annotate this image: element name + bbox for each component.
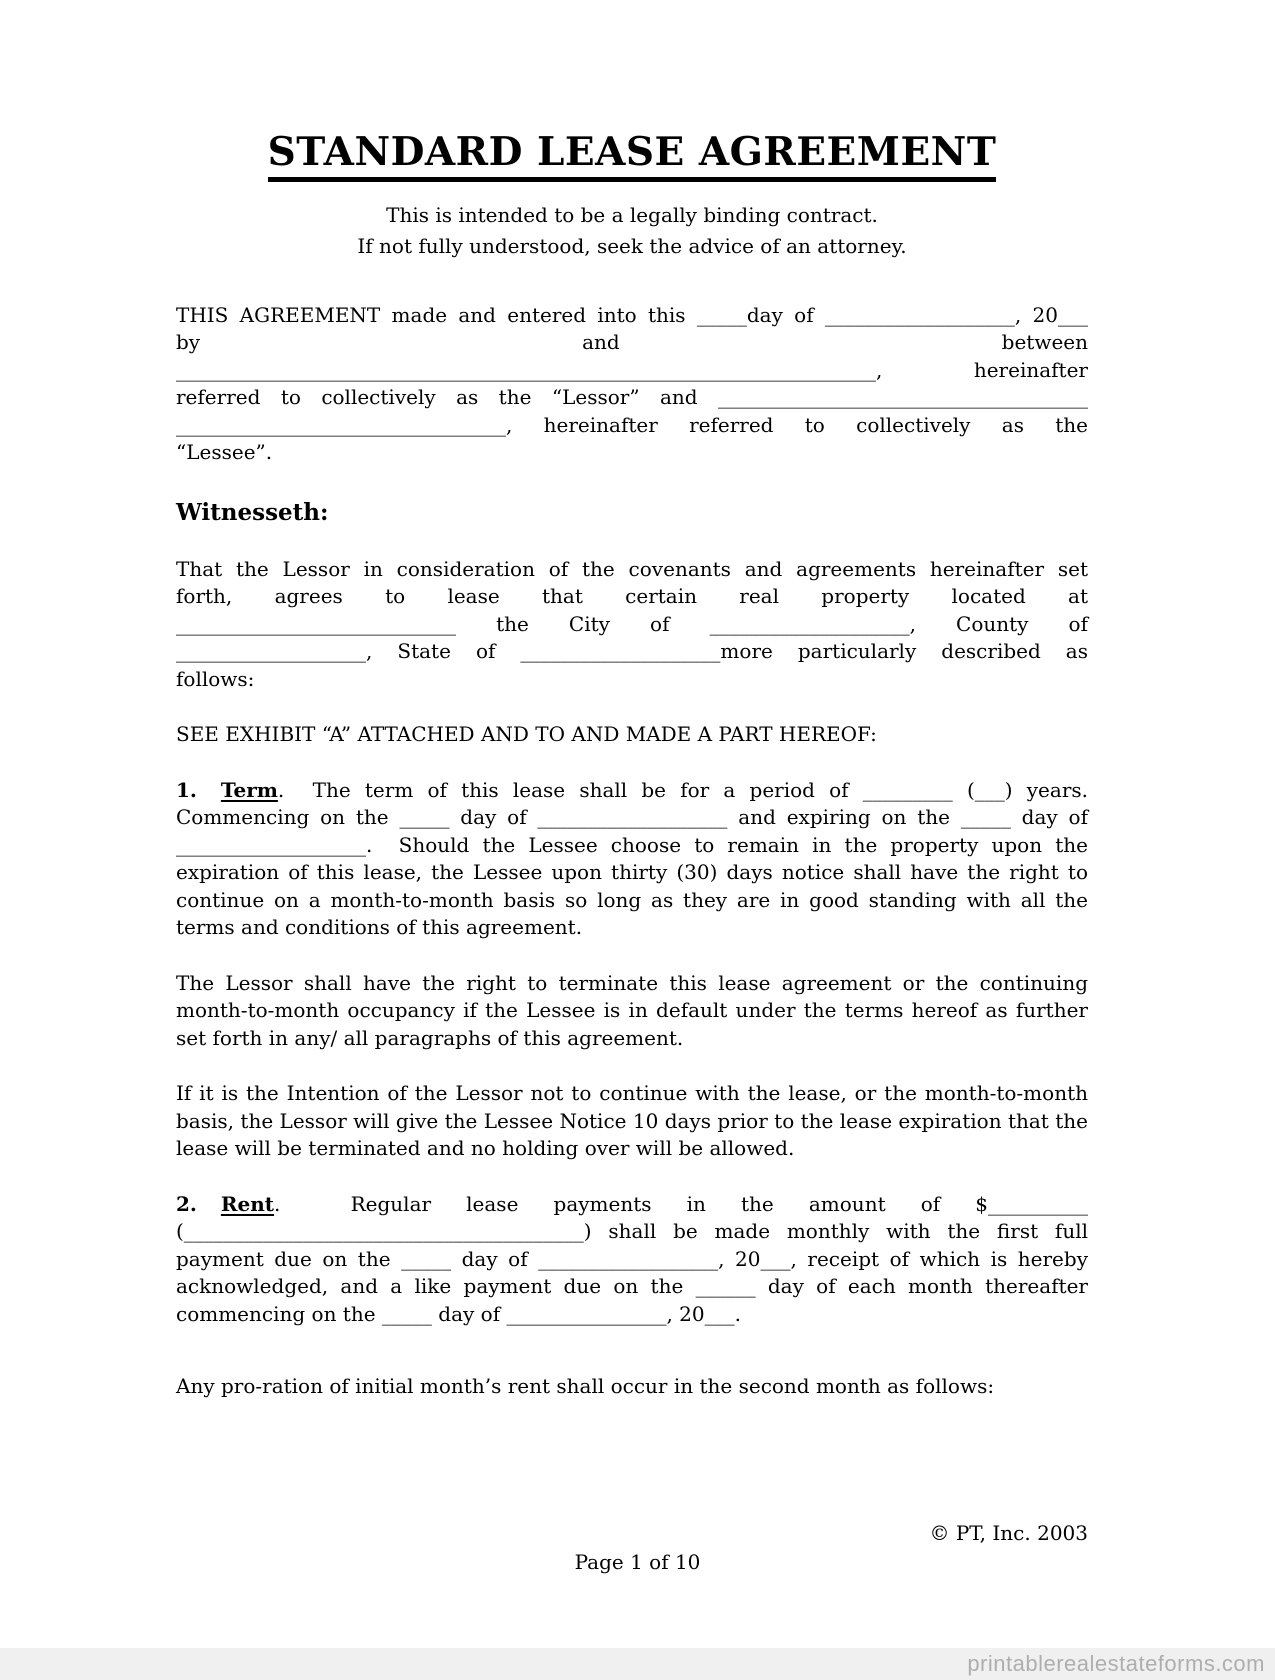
text-line: by and between	[176, 330, 1088, 355]
proration-paragraph: Any pro-ration of initial month’s rent shall occur in the second month as follows:	[176, 1374, 995, 1399]
consideration-paragraph	[176, 556, 1088, 694]
page-number: Page 1 of 10	[574, 1550, 701, 1574]
exhibit-line: SEE EXHIBIT “A” ATTACHED AND TO AND MADE A PART HEREOF:	[176, 722, 877, 747]
document-title-wrap	[176, 130, 1088, 182]
intention-paragraph: If it is the Intention of the Lessor not to continue with the lease, or the month-to-month basis, the Lessor will give the Lessee Notice 10 days prior to the lease expiration that the lease will be terminated and no holding over will be allowed.	[176, 1081, 1088, 1161]
terminate-paragraph: The Lessor shall have the right to terminate this lease agreement or the continuing month-to-month occupancy if the Lessee is in default under the terms hereof as further set forth in any/ all paragraphs of this agreement.	[176, 970, 1088, 1050]
text-line: follows:	[176, 666, 255, 691]
rent-section	[176, 1191, 1088, 1329]
text-line: ___________________, State of ____________________more particularly described as	[176, 639, 1088, 664]
rent-section-label: Rent	[220, 1191, 275, 1216]
rent-section-body: . Regular lease payments in the amount of $__________ (________________________________________) shall be made monthly with the first full payment due on the _____ day of __________________, 20___, receipt of which is hereby acknowledged, and a like payment due on the ______ day of each month thereafter commencing on the _____ day of ________________, 20___.	[176, 1191, 1088, 1326]
term-section	[176, 777, 1088, 942]
text-line: forth, agrees to lease that certain real property located at	[176, 584, 1088, 609]
document-subtitle	[176, 200, 1088, 262]
text-line: _________________________________, hereinafter referred to collectively as the	[176, 412, 1088, 437]
copyright-notice: © PT, Inc. 2003	[929, 1521, 1088, 1545]
intro-paragraph	[176, 302, 1088, 467]
rent-section-number: 2.	[176, 1191, 197, 1216]
document-title: STANDARD LEASE AGREEMENT	[268, 130, 997, 182]
text-line: ______________________________________________________________________, hereinafter	[176, 357, 1088, 382]
text-line: THIS AGREEMENT made and entered into this _____day of ___________________, 20___	[176, 302, 1088, 327]
witnesseth-heading: Witnesseth:	[176, 498, 329, 526]
document-content	[176, 0, 1088, 1401]
term-section-label: Term	[220, 777, 278, 802]
text-line: ____________________________ the City of ____________________, County of	[176, 611, 1088, 636]
watermark-text: printablerealestateforms.com	[967, 1651, 1265, 1676]
term-section-body: . The term of this lease shall be for a period of _________ (___) years. Commencing on the _____ day of ___________________ and expiring on the _____ day of ___________________. Should the Lessee choose to remain in the property upon the expiration of this lease, the Lessee upon thirty (30) days notice shall have the right to continue on a month-to-month basis so long as they are in good standing with all the terms and conditions of this agreement.	[176, 777, 1088, 940]
text-line: referred to collectively as the “Lessor” and _____________________________________	[176, 385, 1088, 410]
subtitle-line-1: This is intended to be a legally binding contract.	[386, 202, 878, 227]
text-line: That the Lessor in consideration of the covenants and agreements hereinafter set	[176, 556, 1088, 581]
watermark-strip	[0, 1648, 1275, 1680]
term-section-number: 1.	[176, 777, 197, 802]
text-line: “Lessee”.	[176, 440, 273, 465]
subtitle-line-2: If not fully understood, seek the advice of an attorney.	[357, 233, 907, 258]
